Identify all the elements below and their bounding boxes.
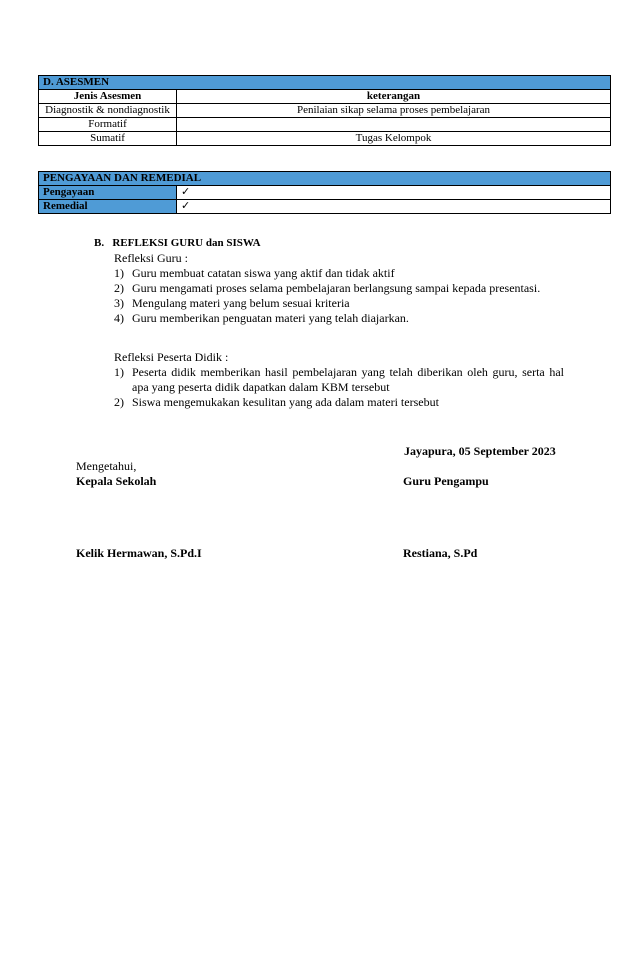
section-heading: B. REFLEKSI GURU dan SISWA [94, 237, 261, 249]
table-cell: Diagnostik & nondiagnostik [39, 104, 177, 118]
table-cell: Remedial [39, 200, 177, 214]
column-header-keterangan: keterangan [177, 90, 611, 104]
list-item: 2) Siswa mengemukakan kesulitan yang ada dalam materi tersebut [114, 395, 439, 409]
list-item: 3) Mengulang materi yang belum sesuai kriteria [114, 296, 350, 310]
table-row [39, 200, 611, 214]
guru-pengampu-name: Restiana, S.Pd [403, 546, 478, 560]
asesmen-table [38, 75, 611, 146]
guru-pengampu-role: Guru Pengampu [403, 474, 489, 488]
table-cell: Penilaian sikap selama proses pembelajaran [177, 104, 611, 118]
refleksi-guru-list [94, 266, 564, 326]
asesmen-title: D. ASESMEN [39, 76, 611, 90]
list-item: 2) Guru mengamati proses selama pembelajaran berlangsung sampai kepada presentasi. [114, 281, 541, 295]
table-cell: Sumatif [39, 132, 177, 146]
list-item: 4) Guru memberikan penguatan materi yang telah diajarkan. [114, 311, 409, 325]
table-row [39, 186, 611, 200]
mengetahui-label: Mengetahui, [76, 459, 137, 473]
asesmen-title-row [39, 76, 611, 90]
table-cell: Formatif [39, 118, 177, 132]
kepala-sekolah-name: Kelik Hermawan, S.Pd.I [76, 546, 202, 560]
table-row [39, 104, 611, 118]
check-mark-icon: ✓ [177, 200, 611, 214]
table-cell: Pengayaan [39, 186, 177, 200]
list-item: 1) Peserta didik memberikan hasil pembelajaran yang telah diberikan oleh guru, serta hal apa yang peserta didik dapatkan dalam KBM tersebut [114, 365, 564, 394]
refleksi-siswa-label: Refleksi Peserta Didik : [114, 350, 229, 364]
table-cell [177, 118, 611, 132]
refleksi-guru-label: Refleksi Guru : [114, 251, 188, 265]
kepala-sekolah-role: Kepala Sekolah [76, 474, 157, 488]
table-row [39, 118, 611, 132]
refleksi-siswa-list [94, 365, 564, 410]
column-header-jenis: Jenis Asesmen [39, 90, 177, 104]
table-row [39, 132, 611, 146]
list-item: 1) Guru membuat catatan siswa yang aktif dan tidak aktif [114, 266, 395, 280]
pengayaan-remedial-table [38, 171, 611, 214]
refleksi-section [94, 236, 564, 410]
place-date: Jayapura, 05 September 2023 [404, 444, 556, 458]
table-cell: Tugas Kelompok [177, 132, 611, 146]
pengayaan-title: PENGAYAAN DAN REMEDIAL [39, 172, 611, 186]
pengayaan-title-row [39, 172, 611, 186]
check-mark-icon: ✓ [177, 186, 611, 200]
asesmen-header-row [39, 90, 611, 104]
